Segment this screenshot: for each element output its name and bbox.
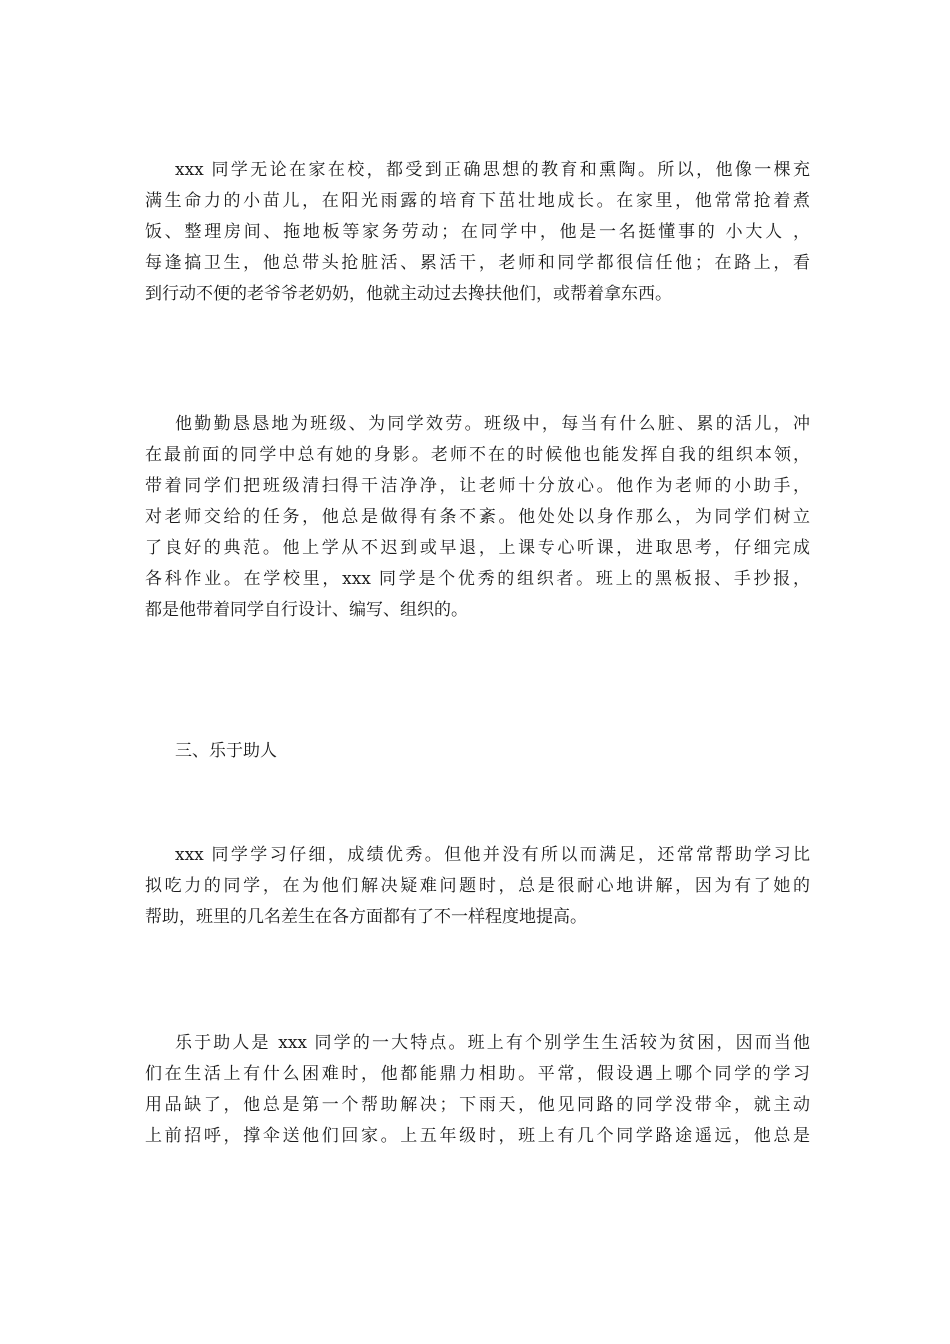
paragraph-1 — [145, 155, 810, 310]
text-line: xxx 同学无论在家在校，都受到正确思想的教育和熏陶。所以，他像一棵充 — [175, 160, 810, 180]
text-line: 们在生活上有什么困难时，他都能鼎力相助。平常，假设遇上哪个同学的学习 — [145, 1064, 810, 1084]
text-line: 饭、整理房间、拖地板等家务劳动；在同学中，他是一名挺懂事的 小大人 ， — [145, 222, 810, 242]
text-line: 在最前面的同学中总有她的身影。老师不在的时候他也能发挥自我的组织本领， — [145, 445, 810, 465]
text-line: 对老师交给的任务，他总是做得有条不紊。他处处以身作那么，为同学们树立 — [145, 507, 810, 527]
text-line: 上前招呼，撑伞送他们回家。上五年级时，班上有几个同学路途遥远，他总是 — [145, 1126, 810, 1146]
text-line: 乐于助人是 xxx 同学的一大特点。班上有个别学生生活较为贫困，因而当他 — [175, 1033, 810, 1053]
text-line: 帮助，班里的几名差生在各方面都有了不一样程度地提高。 — [145, 907, 587, 927]
text-line: 用品缺了，他总是第一个帮助解决；下雨天，他见同路的同学没带伞，就主动 — [145, 1095, 810, 1115]
section-heading: 三、乐于助人 — [175, 741, 277, 761]
text-line: 到行动不便的老爷爷老奶奶，他就主动过去搀扶他们，或帮着拿东西。 — [145, 284, 672, 304]
text-line: 他勤勤恳恳地为班级、为同学效劳。班级中，每当有什么脏、累的活儿，冲 — [175, 414, 810, 434]
text-line: 各科作业。在学校里，xxx 同学是个优秀的组织者。班上的黑板报、手抄报， — [145, 569, 810, 589]
text-line: 每逢搞卫生，他总带头抢脏活、累活干，老师和同学都很信任他；在路上，看 — [145, 253, 810, 273]
text-line: xxx 同学学习仔细，成绩优秀。但他并没有所以而满足，还常常帮助学习比 — [175, 845, 810, 865]
text-line: 都是他带着同学自行设计、编写、组织的。 — [145, 600, 468, 620]
paragraph-3 — [145, 840, 810, 933]
paragraph-4 — [145, 1028, 810, 1152]
text-line: 拟吃力的同学，在为他们解决疑难问题时，总是很耐心地讲解，因为有了她的 — [145, 876, 810, 896]
paragraph-2 — [145, 409, 810, 626]
text-line: 带着同学们把班级清扫得干洁净净，让老师十分放心。他作为老师的小助手， — [145, 476, 810, 496]
text-line: 了良好的典范。他上学从不迟到或早退，上课专心听课，进取思考，仔细完成 — [145, 538, 810, 558]
text-line: 满生命力的小苗儿，在阳光雨露的培育下茁壮地成长。在家里，他常常抢着煮 — [145, 191, 810, 211]
